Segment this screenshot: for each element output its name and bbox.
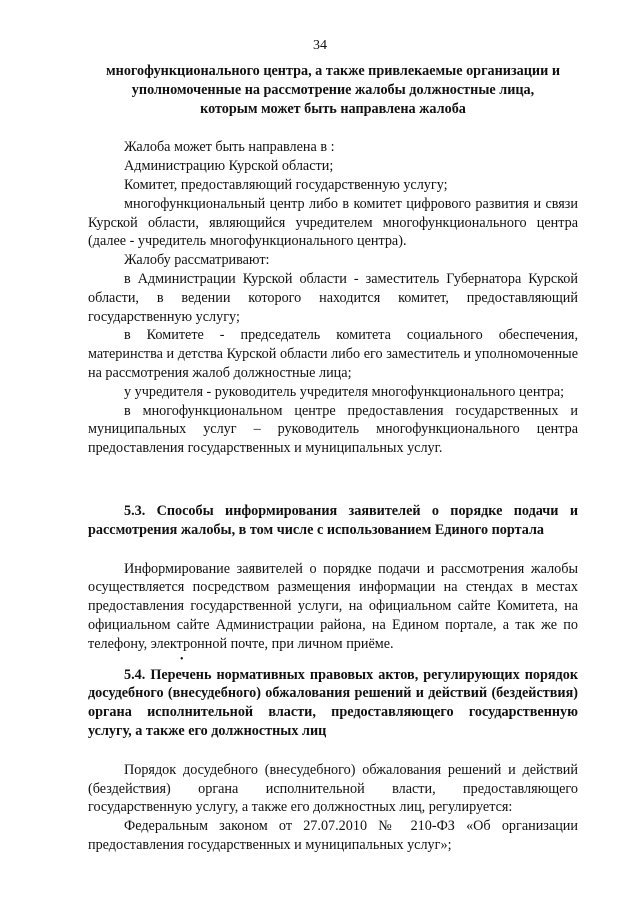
paragraph: Федеральным законом от 27.07.2010 № 210-ФЗ «Об организации предоставления государственных и муниципальных услуг»;	[88, 818, 578, 853]
paragraph: Комитет, предоставляющий государственную услугу;	[124, 176, 448, 193]
paragraph: у учредителя - руководитель учредителя многофункционального центра;	[124, 383, 565, 400]
paragraph: в Комитете - председатель комитета социального обеспечения, материнства и детства Курской области либо его заместитель и уполномоченные на рассмотрения жалоб должностные лица;	[88, 327, 578, 381]
document-body	[88, 62, 578, 855]
section-heading-recipients	[88, 62, 578, 118]
paragraph: Администрацию Курской области;	[124, 158, 334, 175]
paragraph: Информирование заявителей о порядке подачи и рассмотрения жалобы осуществляется посредством размещения информации на стендах в местах предоставления государственной услуги, на официальном сайте Комитета, на официальном сайте Администрации района, на Едином портале, а так же по телефону, электронной почте, при личном приёме.	[88, 560, 578, 652]
paragraph: Порядок досудебного (внесудебного) обжалования решений и действий (бездействия) органа исполнительной власти, предоставляющего государственную услугу, а также его должностных лиц, регулируется:	[88, 761, 578, 816]
section-heading-5-3: 5.3. Способы информирования заявителей о порядке подачи и рассмотрения жалобы, в том числе с использованием Единого портала	[88, 502, 578, 538]
heading-line: которым может быть направлена жалоба	[200, 100, 466, 117]
page-number: 34	[313, 38, 327, 53]
section-heading-5-4: 5.4. Перечень нормативных правовых актов, регулирующих порядок досудебного (внесудебного) обжалования решений и действий (бездействия) органа исполнительной власти, предоставляющего государственную услугу, а также его должностных лиц	[88, 666, 578, 739]
paragraph: в многофункциональном центре предоставления государственных и муниципальных услуг – руководитель многофункционального центра предоставления государственных и муниципальных услуг.	[88, 402, 578, 457]
paragraph: многофункциональный центр либо в комитет цифрового развития и связи Курской области, являющийся учредителем многофункционального центра (далее - учредитель многофункционального центра).	[88, 195, 578, 250]
paragraph: в Администрации Курской области - заместитель Губернатора Курской области, в ведении которого находится комитет, предоставляющий государственную услугу;	[88, 270, 578, 325]
stray-mark: •	[180, 653, 184, 665]
paragraph: Жалобу рассматривают:	[124, 252, 270, 269]
paragraph: Жалоба может быть направлена в :	[124, 139, 335, 156]
heading-line: уполномоченные на рассмотрение жалобы должностные лица,	[131, 81, 535, 98]
heading-line: многофункционального центра, а также привлекаемые организации и	[106, 63, 560, 79]
